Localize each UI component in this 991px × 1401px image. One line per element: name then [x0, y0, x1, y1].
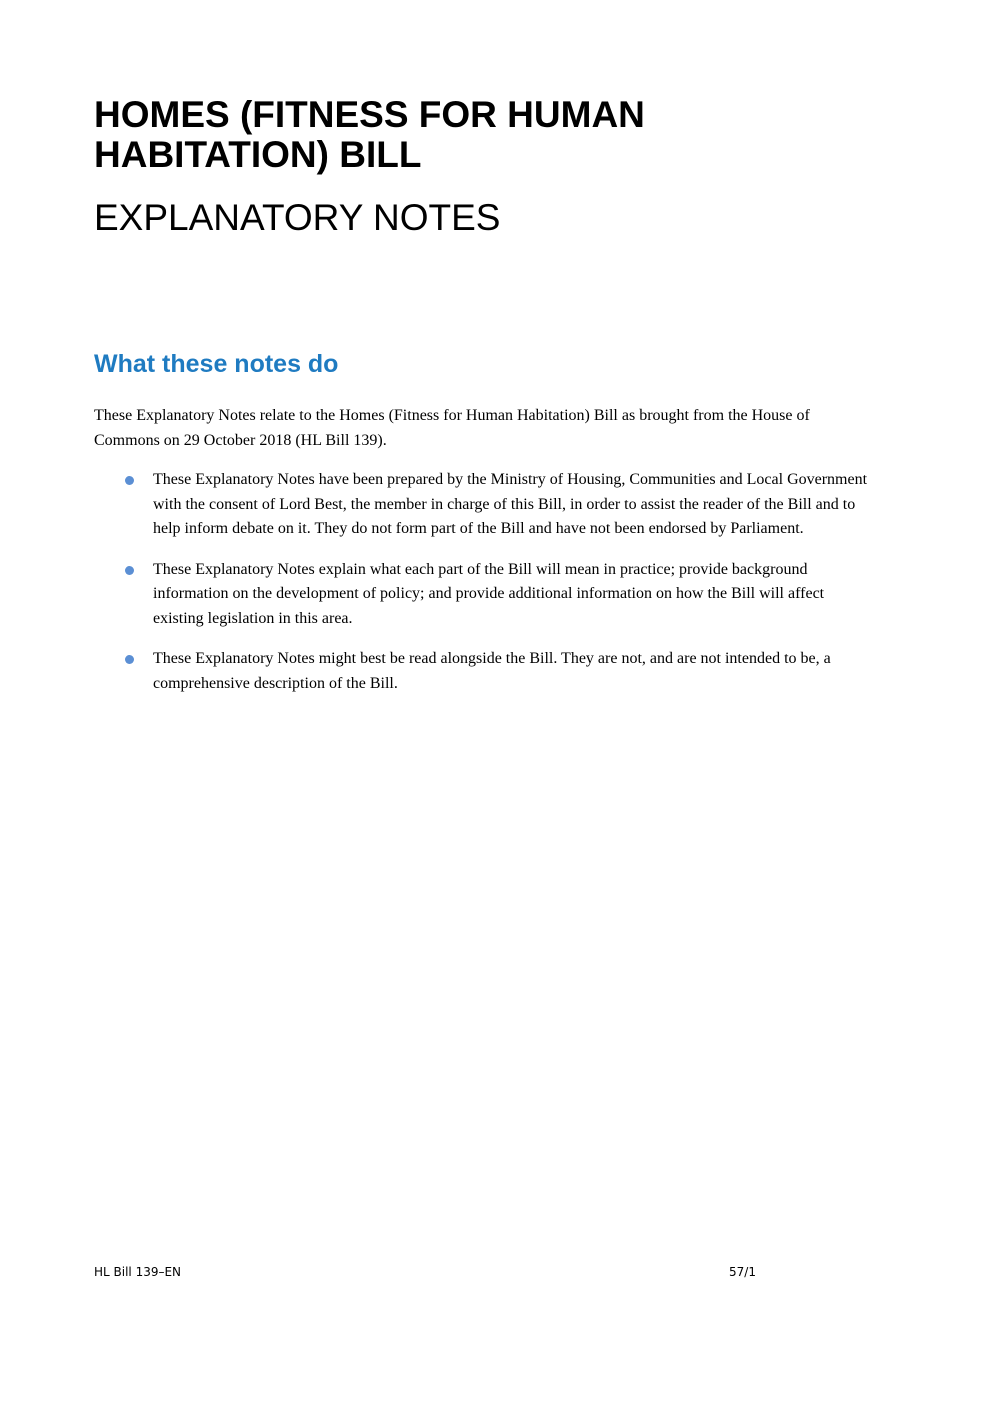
bullet-list: [94, 468, 874, 712]
document-title: HOMES (FITNESS FOR HUMAN HABITATION) BILL: [94, 94, 645, 175]
footer-page-reference: 57/1: [729, 1265, 756, 1279]
section-heading: What these notes do: [94, 350, 339, 378]
bullet-item: [94, 468, 874, 542]
document-subtitle: EXPLANATORY NOTES: [94, 197, 501, 238]
bullet-text: These Explanatory Notes have been prepared by the Ministry of Housing, Communities and Local Government with the consent of Lord Best, the member in charge of this Bill, in order to assist the reader of the Bill and to help inform debate on it. They do not form part of the Bill and have not been endorsed by Parliament.: [153, 471, 868, 537]
bullet-text: These Explanatory Notes might best be read alongside the Bill. They are not, and are not intended to be, a comprehensive description of the Bill.: [153, 650, 831, 692]
bullet-dot-icon: [125, 566, 134, 575]
bullet-dot-icon: [125, 476, 134, 485]
bullet-text: These Explanatory Notes explain what each part of the Bill will mean in practice; provide background information on the development of policy; and provide additional information on how the Bill will affect existing legislation in this area.: [153, 560, 825, 627]
bullet-item: [94, 558, 874, 632]
bullet-dot-icon: [125, 655, 134, 664]
footer-bill-reference: HL Bill 139–EN: [94, 1265, 182, 1279]
intro-paragraph: These Explanatory Notes relate to the Homes (Fitness for Human Habitation) Bill as brought from the House of Commons on 29 October 2018 (HL Bill 139).: [94, 407, 810, 449]
bullet-item: [94, 647, 874, 696]
